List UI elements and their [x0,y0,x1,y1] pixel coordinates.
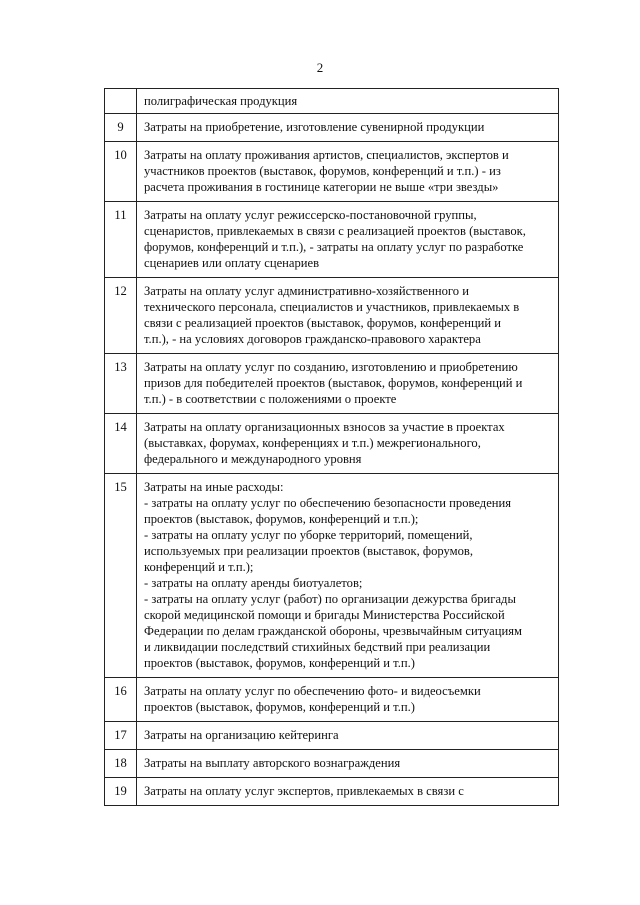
description-line: Затраты на приобретение, изготовление сувенирной продукции [144,120,485,134]
description-line: Затраты на оплату проживания артистов, специалистов, экспертов и [144,148,509,162]
table-row [105,278,559,354]
description-line: конференций и т.п.); [144,560,254,574]
description-line: сценаристов, привлекаемых в связи с реализацией проектов (выставок, [144,224,526,238]
row-description [137,354,559,414]
description-line: Затраты на оплату услуг режиссерско-постановочной группы, [144,208,477,222]
row-description [137,474,559,678]
description-line: Федерации по делам гражданской обороны, чрезвычайным ситуациям [144,624,523,638]
row-description [137,678,559,722]
description-line: проектов (выставок, форумов, конференций и т.п.); [144,512,419,526]
description-line: скорой медицинской помощи и бригады Министерства Российской [144,608,505,622]
description-line: т.п.) - в соответствии с положениями о проекте [144,392,397,406]
description-line: связи с реализацией проектов (выставок, форумов, конференций и [144,316,502,330]
description-line: Затраты на оплату услуг по обеспечению фото- и видеосъемки [144,684,481,698]
description-line: - затраты на оплату услуг по уборке территорий, помещений, [144,528,473,542]
row-number: 13 [105,354,137,414]
description-line: (выставках, форумах, конференциях и т.п.) межрегионального, [144,436,481,450]
table-row [105,414,559,474]
row-description [137,114,559,142]
description-line: участников проектов (выставок, форумов, конференций и т.п.) - из [144,164,501,178]
row-number: 14 [105,414,137,474]
row-description [137,750,559,778]
description-line: расчета проживания в гостинице категории не выше «три звезды» [144,180,499,194]
description-line: и ликвидации последствий стихийных бедствий при реализации [144,640,491,654]
row-number: 18 [105,750,137,778]
expense-table [104,88,559,806]
description-line: призов для победителей проектов (выставок, форумов, конференций и [144,376,523,390]
row-number: 11 [105,202,137,278]
description-line: федерального и международного уровня [144,452,362,466]
description-line: форумов, конференций и т.п.), - затраты на оплату услуг по разработке [144,240,524,254]
table-row [105,750,559,778]
description-line: Затраты на иные расходы: [144,480,284,494]
table-row [105,778,559,806]
row-number: 19 [105,778,137,806]
table-row [105,354,559,414]
table-row [105,202,559,278]
description-line: Затраты на оплату услуг административно-хозяйственного и [144,284,469,298]
table-row [105,474,559,678]
table-row [105,722,559,750]
row-number: 9 [105,114,137,142]
description-line: т.п.), - на условиях договоров гражданско-правового характера [144,332,481,346]
description-line: проектов (выставок, форумов, конференций и т.п.) [144,700,415,714]
description-line: используемых при реализации проектов (выставок, форумов, [144,544,474,558]
table-row [105,678,559,722]
row-number: 17 [105,722,137,750]
row-number: 12 [105,278,137,354]
description-line: - затраты на оплату услуг (работ) по организации дежурства бригады [144,592,516,606]
row-description [137,414,559,474]
table-row [105,114,559,142]
row-number: 10 [105,142,137,202]
description-line: полиграфическая продукция [144,94,298,108]
description-line: Затраты на оплату услуг по созданию, изготовлению и приобретению [144,360,518,374]
description-line: проектов (выставок, форумов, конференций и т.п.) [144,656,415,670]
row-description [137,142,559,202]
row-description [137,778,559,806]
table-row [105,89,559,114]
row-description [137,89,559,114]
row-number: 15 [105,474,137,678]
description-line: Затраты на организацию кейтеринга [144,728,339,742]
description-line: Затраты на выплату авторского вознаграждения [144,756,401,770]
description-line: сценариев или оплату сценариев [144,256,320,270]
page-number: 2 [316,60,324,75]
row-number [105,89,137,114]
description-line: - затраты на оплату аренды биотуалетов; [144,576,363,590]
row-description [137,722,559,750]
row-description [137,202,559,278]
description-line: Затраты на оплату организационных взносов за участие в проектах [144,420,505,434]
expense-table-body [105,89,559,806]
row-description [137,278,559,354]
description-line: - затраты на оплату услуг по обеспечению безопасности проведения [144,496,512,510]
description-line: Затраты на оплату услуг экспертов, привлекаемых в связи с [144,784,464,798]
table-row [105,142,559,202]
description-line: технического персонала, специалистов и участников, привлекаемых в [144,300,520,314]
row-number: 16 [105,678,137,722]
